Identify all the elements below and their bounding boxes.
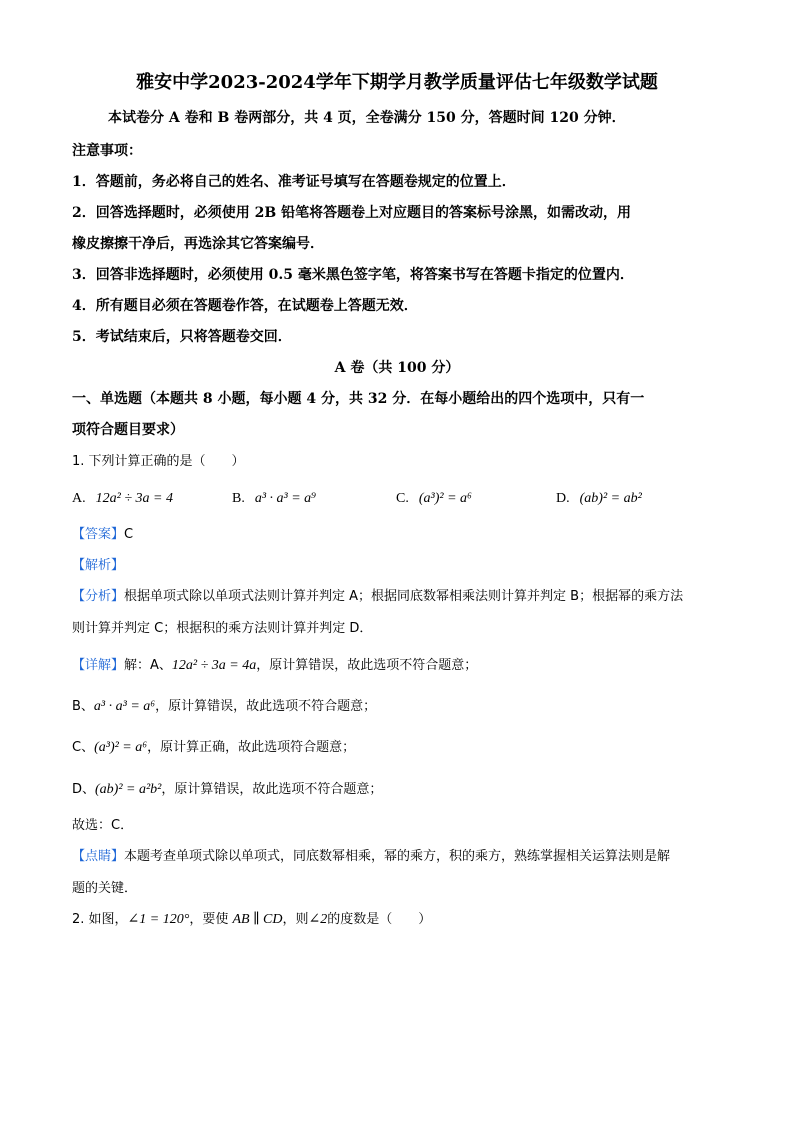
option-expr: a³ · a³ = a⁹ [254, 491, 317, 506]
option-expr: (a³)² = a⁶ [418, 491, 472, 506]
q2-suffix: 的度数是（ ） [327, 912, 432, 927]
detail-a-text: ，原计算错误，故此选项不符合题意； [256, 658, 478, 673]
q1-option-d [556, 488, 642, 509]
option-expr: (ab)² = ab² [579, 491, 642, 506]
detail-d-expr: (ab)² = a²b² [95, 782, 162, 797]
q1-option-a [72, 488, 173, 509]
analysis-tag: 【解析】 [72, 558, 125, 573]
detail-c-expr: (a³)² = a⁶ [94, 740, 148, 755]
option-label: A. [72, 491, 86, 506]
detail-a-expr: 12a² ÷ 3a = 4a [171, 658, 257, 673]
answer-value: C [124, 527, 134, 542]
q1-detail-a [72, 656, 477, 676]
detail-tag: 【详解】 [72, 658, 125, 673]
q2-stem [72, 910, 431, 930]
option-label: C. [396, 491, 409, 506]
q1-comment [72, 847, 670, 867]
q1-detail-c [72, 738, 355, 758]
detail-a-prefix: 解：A、 [124, 658, 172, 673]
option-label: D. [556, 491, 570, 506]
q1-fenxi [72, 587, 683, 607]
q1-comment-cont: 题的关键． [72, 881, 138, 896]
notice-item-5: 5．考试结束后，只将答题卷交回． [72, 329, 292, 345]
notice-item-4: 4．所有题目必须在答题卷作答，在试题卷上答题无效． [72, 298, 418, 314]
q1-stem: 1. 下列计算正确的是（ ） [72, 454, 245, 469]
comment-text: 本题考查单项式除以单项式，同底数幂相乘，幂的乘方，积的乘方，熟练掌握相关运算法则是解 [124, 849, 671, 864]
q1-conclusion: 故选：C． [72, 818, 134, 833]
notice-item-1: 1．答题前，务必将自己的姓名、准考证号填写在答题卷规定的位置上． [72, 174, 516, 190]
q2-mid2: ，则 [282, 912, 309, 927]
q1-analysis-heading [72, 555, 124, 576]
detail-c-prefix: C、 [72, 740, 95, 755]
detail-b-prefix: B、 [72, 699, 94, 714]
fenxi-tag: 【分析】 [72, 589, 125, 604]
notice-item-2: 2．回答选择题时，必须使用 2B 铅笔将答题卷上对应题目的答案标号涂黑，如需改动，用 [72, 205, 632, 221]
q2-angle2: ∠2 [308, 912, 328, 927]
detail-d-text: ，原计算错误，故此选项不符合题意； [161, 782, 383, 797]
q1-answer [72, 524, 133, 545]
page-title: 雅安中学2023-2024学年下期学月教学质量评估七年级数学试题 [136, 72, 658, 93]
option-label: B. [232, 491, 245, 506]
q2-parallel: AB ∥ CD [232, 912, 283, 927]
section-a-heading: A 卷（共 100 分） [334, 360, 460, 376]
detail-d-prefix: D、 [72, 782, 96, 797]
q2-prefix: 2. 如图， [72, 912, 128, 927]
q2-angle1: ∠1 = 120° [127, 912, 190, 927]
intro-text: 本试卷分 A 卷和 B 卷两部分，共 4 页，全卷满分 150 分，答题时间 120 分钟． [108, 110, 626, 126]
q1-option-b [232, 488, 316, 509]
q2-mid: ，要使 [189, 912, 233, 927]
answer-tag: 【答案】 [72, 527, 125, 542]
comment-tag: 【点睛】 [72, 849, 125, 864]
part1-heading: 一、单选题（本题共 8 小题，每小题 4 分，共 32 分．在每小题给出的四个选项中，只有一 [72, 391, 645, 407]
q1-detail-d [72, 780, 382, 800]
option-expr: 12a² ÷ 3a = 4 [95, 491, 173, 506]
detail-b-text: ，原计算错误，故此选项不符合题意； [155, 699, 377, 714]
detail-c-text: ，原计算正确，故此选项符合题意； [147, 740, 356, 755]
notice-item-2-cont: 橡皮擦擦干净后，再选涂其它答案编号． [72, 236, 324, 252]
fenxi-text: 根据单项式除以单项式法则计算并判定 A；根据同底数幂相乘法则计算并判定 B；根据幂的乘方法 [124, 589, 684, 604]
q1-detail-b [72, 697, 376, 717]
detail-b-expr: a³ · a³ = a⁶ [93, 699, 156, 714]
q1-option-c [396, 488, 472, 509]
notice-item-3: 3．回答非选择题时，必须使用 0.5 毫米黑色签字笔，将答案书写在答题卡指定的位置内． [72, 267, 634, 283]
q1-fenxi-cont: 则计算并判定 C；根据积的乘方法则计算并判定 D． [72, 621, 373, 636]
notice-heading: 注意事项： [72, 143, 142, 159]
part1-heading-cont: 项符合题目要求） [72, 422, 184, 438]
